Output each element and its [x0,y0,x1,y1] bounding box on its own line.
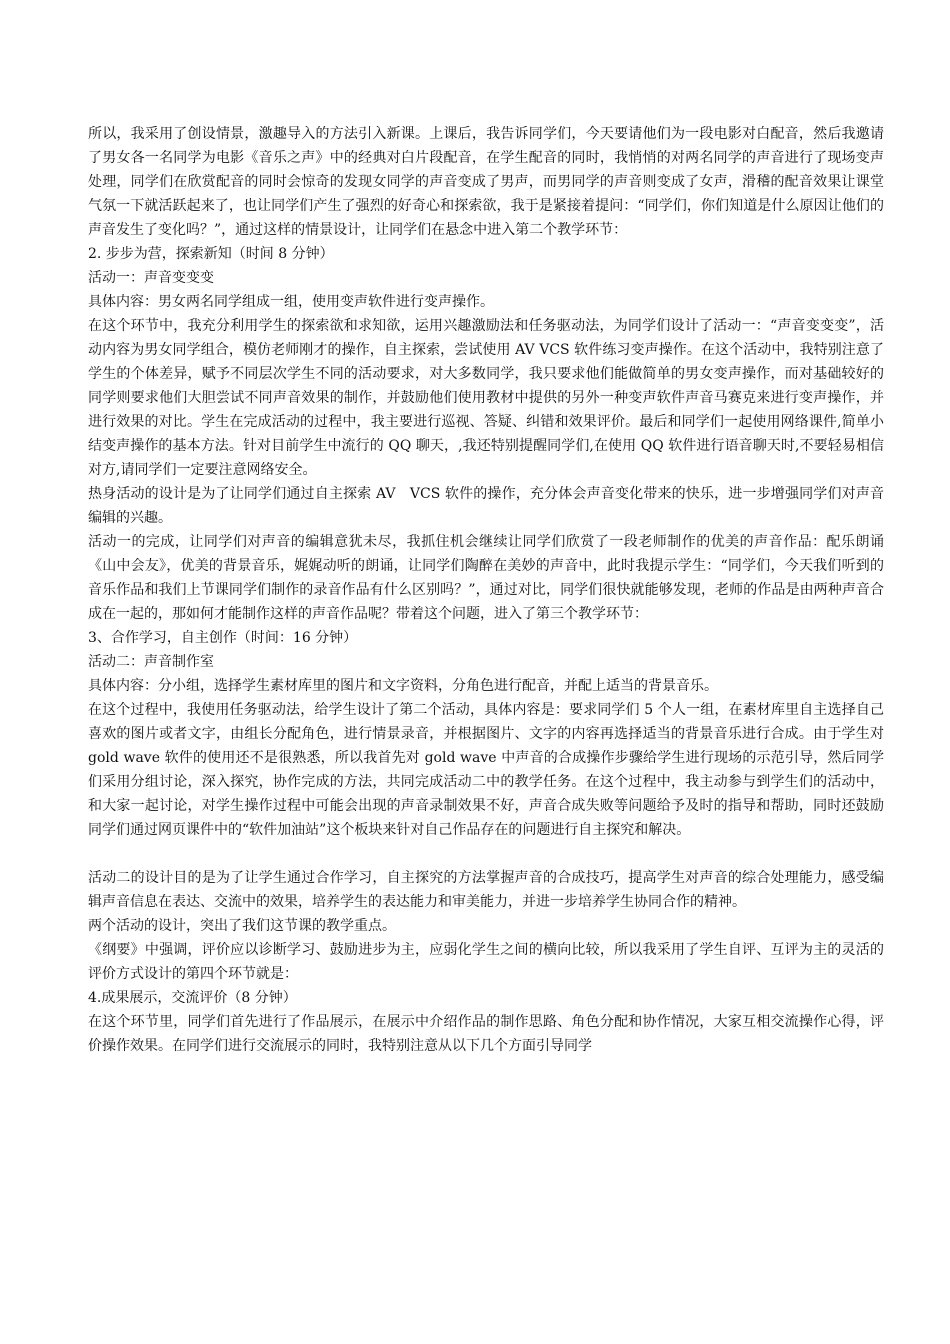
section-heading-2: 2. 步步为营，探索新知（时间 8 分钟） [88,246,334,262]
paragraph-key-point: 两个活动的设计，突出了我们这节课的教学重点。 [88,918,396,934]
activity-2-title: 活动二：声音制作室 [88,654,214,670]
paragraph-outline-evaluation: 《纲要》中强调，评价应以诊断学习、鼓励进步为主，应弱化学生之间的横向比较，所以我采用了学生自评、互评为主的灵活的评价方式设计的第四个环节就是： [88,942,884,982]
paragraph-showcase: 在这个环节里，同学们首先进行了作品展示，在展示中介绍作品的制作思路、角色分配和协作情况，大家互相交流操作心得，评价操作效果。在同学们进行交流展示的同时，我特别注意从以下几个方面引导同学 [88,1014,884,1054]
paragraph-intro-method: 所以，我采用了创设情景，激趣导入的方法引入新课。上课后，我告诉同学们，今天要请他们为一段电影对白配音，然后我邀请了男女各一名同学为电影《音乐之声》中的经典对白片段配音，在学生配音的同时，我悄悄的对两名同学的声音进行了现场变声处理，同学们在欣赏配音的同时会惊奇的发现女同学的声音变成了男声，而男同学的声音则变成了女声，滑稽的配音效果让课堂气氛一下就活跃起来了，也让同学们产生了强烈的好奇心和探索欲，我于是紧接着提问：“同学们，你们知道是什么原因让他们的声音发生了变化吗？”，通过这样的情景设计，让同学们在悬念中进入第二个教学环节： [88,126,884,238]
paragraph-warmup-purpose: 热身活动的设计是为了让同学们通过自主探索 AV VCS 软件的操作，充分体会声音变化带来的快乐，进一步增强同学们对声音编辑的兴趣。 [88,486,884,526]
document-body [88,122,884,1058]
paragraph-activity-2-process: 在这个过程中，我使用任务驱动法，给学生设计了第二个活动，具体内容是：要求同学们 5 个人一组，在素材库里自主选择自己喜欢的图片或者文字，由组长分配角色，进行情景录音，并根据图片、文字的内容再选择适当的背景音乐进行合成。由于学生对 gold wave 软件的使用还不是很熟悉，所以我首先对 gold wave 中声音的合成操作步骤给学生进行现场的示范引导，然后同学们采用分组讨论，深入探究，协作完成的方法，共同完成活动二中的教学任务。在这个过程中，我主动参与到学生们的活动中，和大家一起讨论，对学生操作过程中可能会出现的声音录制效果不好，声音合成失败等问题给予及时的指导和帮助，同时还鼓励同学们通过网页课件中的“软件加油站”这个板块来针对自己作品存在的问题进行自主探究和解决。 [88,702,884,838]
paragraph-activity-1-process: 在这个环节中，我充分利用学生的探索欲和求知欲，运用兴趣激励法和任务驱动法，为同学们设计了活动一：“声音变变变”，活动内容为男女同学组合，模仿老师刚才的操作，自主探索，尝试使用 AV VCS 软件练习变声操作。在这个活动中，我特别注意了学生的个体差异，赋予不同层次学生不同的活动要求，对大多数同学，我只要求他们能做简单的男女变声操作，而对基础较好的同学则要求他们大胆尝试不同声音效果的制作，并鼓励他们使用教材中提供的另外一种变声软件声音马赛克来进行变声操作，并进行效果的对比。学生在完成活动的过程中，我主要进行巡视、答疑、纠错和效果评价。最后和同学们一起使用网络课件,简单小结变声操作的基本方法。针对目前学生中流行的 QQ 聊天，,我还特别提醒同学们,在使用 QQ 软件进行语音聊天时,不要轻易相信对方,请同学们一定要注意网络安全。 [88,318,884,478]
activity-1-title: 活动一：声音变变变 [88,270,214,286]
section-heading-4: 4.成果展示，交流评价（8 分钟） [88,990,297,1006]
paragraph-activity-2-purpose: 活动二的设计目的是为了让学生通过合作学习，自主探究的方法掌握声音的合成技巧，提高学生对声音的综合处理能力，感受编辑声音信息在表达、交流中的效果，培养学生的表达能力和审美能力，并进一步培养学生协同合作的精神。 [88,870,884,910]
activity-1-content: 具体内容：男女两名同学组成一组，使用变声软件进行变声操作。 [88,294,494,310]
activity-2-content: 具体内容：分小组，选择学生素材库里的图片和文字资料，分角色进行配音，并配上适当的背景音乐。 [88,678,718,694]
blank-line [88,842,884,866]
paragraph-transition-3: 活动一的完成，让同学们对声音的编辑意犹未尽，我抓住机会继续让同学们欣赏了一段老师制作的优美的声音作品：配乐朗诵《山中会友》，优美的背景音乐，娓娓动听的朗诵，让同学们陶醉在美妙的声音中，此时我提示学生：“同学们，今天我们听到的音乐作品和我们上节课同学们制作的录音作品有什么区别吗？”，通过对比，同学们很快就能够发现，老师的作品是由两种声音合成在一起的，那如何才能制作这样的声音作品呢？带着这个问题，进入了第三个教学环节： [88,534,884,622]
section-heading-3: 3、合作学习，自主创作（时间：16 分钟） [88,630,358,646]
